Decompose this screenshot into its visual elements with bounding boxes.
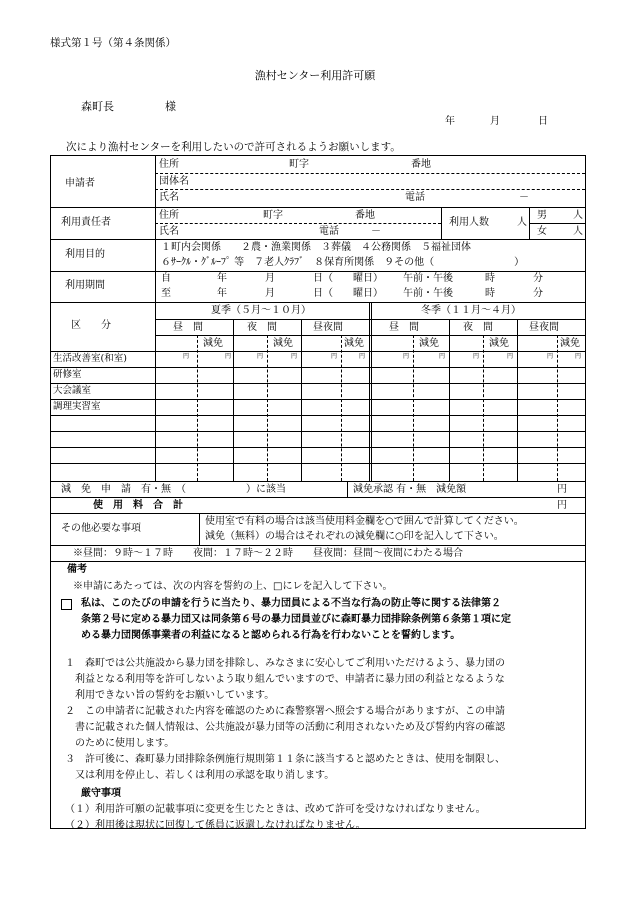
period-from-minute[interactable]: 分: [533, 273, 543, 284]
applicant-tel-dash: －: [519, 192, 529, 203]
period-label: 利用期間: [65, 280, 105, 291]
discount-winter-night: 減免: [489, 338, 509, 349]
yen-mark: 円: [331, 353, 338, 360]
period-from-day[interactable]: 日（: [313, 273, 333, 284]
addressee: 森町長: [81, 100, 114, 113]
yen-mark: 円: [473, 353, 480, 360]
yen-mark: 円: [547, 353, 554, 360]
remarks-item: 利益となる利用等を許可しないよう取り組んでいますので、申請者に暴力団の利益となるような: [65, 674, 505, 685]
period-from: 自: [161, 273, 171, 284]
applicant-label: 申請者: [65, 178, 95, 189]
pledge-line2: 条第２号に定める暴力団又は同条第６号の暴力団員並びに森町暴力団排除条例第６条第１項に定: [81, 614, 511, 625]
other-note1: 使用室で有料の場合は該当使用料金欄を○で囲んで計算してください。: [205, 516, 524, 527]
rule-item: （１）利用許可願の記載事項に変更を生じたときは、改めて許可を受けなければなりません。: [65, 804, 486, 815]
winter-day: 昼 間: [389, 322, 419, 333]
yen-mark: 円: [359, 353, 366, 360]
yen-mark: 円: [257, 353, 264, 360]
discount-summer-day: 減免: [203, 338, 223, 349]
yen-mark: 円: [575, 353, 582, 360]
addressee-honorific: 様: [165, 100, 176, 113]
male-label: 男: [537, 210, 547, 221]
yen-mark: 円: [439, 353, 446, 360]
pledge-line1: 私は、このたびの申請を行うに当たり、暴力団員による不当な行為の防止等に関する法律第２: [81, 598, 501, 609]
other-note2: 減免（無料）の場合はそれぞれの減免欄に○印を記入して下さい。: [205, 531, 504, 542]
room-kenshu: 研修室: [53, 369, 82, 380]
pledge-checkbox[interactable]: [61, 599, 72, 610]
period-to-hour[interactable]: 時: [485, 288, 495, 299]
discount-winter-daynight: 減免: [560, 338, 580, 349]
period-from-ampm[interactable]: 午前・午後: [403, 273, 453, 284]
manager-banchi: 番地: [355, 210, 375, 221]
summer-day: 昼 間: [173, 322, 203, 333]
reduction-application[interactable]: 減 免 申 請 有・無 （ ）に該当: [61, 484, 286, 495]
rules-title: 厳守事項: [81, 788, 121, 799]
remarks-instruction: ※申請にあたっては、次の内容を誓約の上、□にレを記入して下さい。: [73, 581, 393, 592]
applicant-group-label: 団体名: [159, 176, 189, 187]
date-month[interactable]: 月: [490, 116, 500, 127]
kubun-label: 区 分: [71, 320, 111, 331]
manager-machiaza: 町字: [263, 210, 283, 221]
purpose-options-line1[interactable]: １町内会関係 ２農・漁業関係 ３葬儀 ４公務関係 ５福祉団体: [161, 242, 471, 253]
female-label: 女: [537, 226, 547, 237]
applicant-address-label: 住所: [159, 159, 179, 170]
purpose-options-line2[interactable]: ６ｻｰｸﾙ・ｸﾞﾙｰﾌﾟ 等 ７老人ｸﾗﾌﾞ ８保育所関係 ９その他（ ）: [161, 257, 525, 268]
yen-mark: 円: [291, 353, 298, 360]
manager-tel-label: 電話: [319, 226, 339, 237]
room-daikaigi: 大会議室: [53, 385, 92, 396]
reduction-approval[interactable]: 減免承認 有・無 減免額: [353, 484, 467, 495]
pledge-line3: める暴力団関係事業者の利益になると認められる行為を行わないことを誓約します。: [81, 630, 461, 641]
applicant-machiaza: 町字: [289, 159, 309, 170]
room-chouri: 調理実習室: [53, 401, 101, 412]
yen-mark: 円: [507, 353, 514, 360]
application-form: [50, 155, 586, 829]
discount-summer-daynight: 減免: [344, 338, 364, 349]
hours-note: ※昼間：９時～１７時 夜間：１７時～２２時 昼夜間：昼間～夜間にわたる場合: [73, 548, 463, 559]
summer-night: 夜 間: [247, 322, 277, 333]
yen-mark: 円: [225, 353, 232, 360]
remarks-item: ３ 許可後に、森町暴力団排除条例施行規則第１１条に該当すると認めたときは、使用を制限し、: [65, 754, 505, 765]
fee-total-label: 使 用 料 合 計: [93, 500, 183, 511]
discount-summer-night: 減免: [273, 338, 293, 349]
remarks-item: １ 森町では公共施設から暴力団を排除し、みなさまに安心してご利用いただけるよう、暴力団の: [65, 658, 505, 669]
period-to-ampm[interactable]: 午前・午後: [403, 288, 453, 299]
winter-night: 夜 間: [463, 322, 493, 333]
period-to-weekday[interactable]: 曜日）: [353, 288, 383, 299]
manager-label: 利用責任者: [61, 217, 111, 228]
winter-header: 冬季（１１月～４月）: [421, 305, 521, 316]
form-number: 様式第１号（第４条関係）: [50, 37, 176, 49]
intro-text: 次により漁村センターを利用したいので許可されるようお願いします。: [66, 141, 401, 153]
discount-winter-day: 減免: [419, 338, 439, 349]
period-from-weekday[interactable]: 曜日）: [353, 273, 383, 284]
rule-item: （２）利用後は現状に回復して係員に返還しなければなりません。: [65, 820, 366, 831]
yen-mark: 円: [183, 353, 190, 360]
fee-total-yen: 円: [557, 500, 567, 511]
period-from-month[interactable]: 月: [265, 273, 275, 284]
room-seikatsu: 生活改善室(和室): [53, 353, 127, 364]
other-label: その他必要な事項: [61, 523, 141, 534]
purpose-label: 利用目的: [65, 249, 105, 260]
page-title: 漁村センター利用許可願: [254, 69, 376, 82]
period-from-year[interactable]: 年: [217, 273, 227, 284]
reduction-yen: 円: [557, 484, 567, 495]
male-unit: 人: [573, 210, 583, 221]
summer-header: 夏季（５月～１０月）: [211, 305, 311, 316]
female-unit: 人: [573, 226, 583, 237]
period-to-month[interactable]: 月: [265, 288, 275, 299]
user-count-label: 利用人数: [449, 217, 489, 228]
applicant-tel-label: 電話: [405, 192, 425, 203]
period-to-day[interactable]: 日（: [313, 288, 333, 299]
summer-daynight: 昼夜間: [313, 322, 343, 333]
period-from-hour[interactable]: 時: [485, 273, 495, 284]
remarks-item: 利用できない旨の誓約をお願いしています。: [65, 690, 275, 701]
applicant-name-label: 氏名: [159, 192, 179, 203]
date-day[interactable]: 日: [538, 116, 548, 127]
yen-mark: 円: [403, 353, 410, 360]
manager-name-label: 氏名: [159, 226, 179, 237]
remarks-item: ２ この申請者に記載された内容を確認のために森警察署へ照会する場合がありますが、この申請: [65, 706, 505, 717]
remarks-item: 書に記載された個人情報は、公共施設が暴力団等の活動に利用されないため及び誓約内容の確認: [65, 722, 505, 733]
manager-address-label: 住所: [159, 210, 179, 221]
remarks-item: 又は利用を停止し、若しくは利用の承認を取り消します。: [65, 770, 335, 781]
manager-tel-dash: －: [371, 226, 381, 237]
remarks-item: のために使用します。: [65, 738, 175, 749]
remarks-title: 備考: [67, 564, 87, 575]
applicant-banchi: 番地: [411, 159, 431, 170]
period-to-minute[interactable]: 分: [533, 288, 543, 299]
user-count-unit: 人: [517, 217, 527, 228]
period-to-year[interactable]: 年: [217, 288, 227, 299]
date-year[interactable]: 年: [445, 116, 455, 127]
winter-daynight: 昼夜間: [529, 322, 559, 333]
period-to: 至: [161, 288, 171, 299]
